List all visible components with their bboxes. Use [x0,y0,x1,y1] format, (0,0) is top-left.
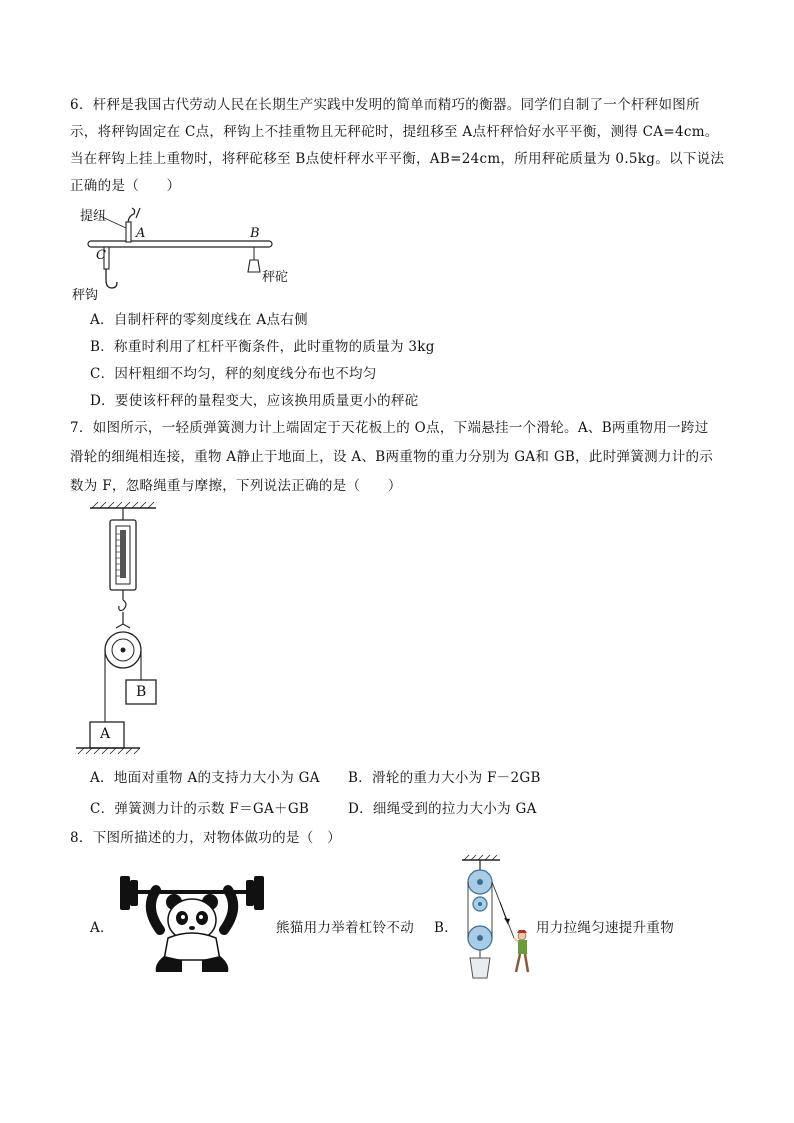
q7-line-3: 数为 F，忽略绳重与摩擦，下列说法正确的是（ ） [70,478,402,494]
pulley-lifting-illustration [456,852,536,992]
q8-option-b-caption: 用力拉绳匀速提升重物 [536,920,674,936]
q8-line-1: 8．下图所描述的力，对物体做功的是（ ） [70,830,342,846]
label-point-c: C [96,248,106,263]
q8-option-a-caption: 熊猫用力举着杠铃不动 [276,920,414,936]
q6-line-2: 示，将秤钩固定在 C点，秤钩上不挂重物且无秤砣时，提纽移至 A点杆秤恰好水平平衡，测得 CA=4cm。 [70,124,719,140]
label-chengtuo: 秤砣 [262,270,289,285]
q6-option-a[interactable]: A．自制杆秤的零刻度线在 A点右侧 [90,312,308,328]
q7-line-2: 滑轮的细绳相连接，重物 A静止于地面上，设 A、B两重物的重力分别为 GA和 GB，此时弹簧测力计的示 [70,449,714,465]
q7-option-a[interactable]: A．地面对重物 A的支持力大小为 GA [90,770,320,786]
q6-option-c[interactable]: C．因杆粗细不均匀，秤的刻度线分布也不均匀 [90,366,377,382]
q7-line-1: 7．如图所示，一轻质弹簧测力计上端固定于天花板上的 O点，下端悬挂一个滑轮。A、B两重物用一跨过 [70,420,709,436]
label-point-b: B [250,226,260,241]
label-chenggou: 秤钩 [72,288,99,303]
q8-option-b-letter[interactable]: B． [434,920,459,936]
label-point-a: A [136,226,146,241]
q6-line-3: 当在秤钩上挂上重物时，将秤砣移至 B点使杆秤水平平衡，AB=24cm，所用秤砣质量为 0.5kg。以下说法 [70,151,725,167]
q7-option-d[interactable]: D．细绳受到的拉力大小为 GA [348,801,537,817]
q7-option-c[interactable]: C．弹簧测力计的示数 F＝GA＋GB [90,801,310,817]
panda-barbell-illustration [112,868,272,978]
q8-option-a-letter[interactable]: A． [90,920,114,936]
block-a-label: A [100,726,111,742]
spring-balance-pulley-diagram [72,500,172,760]
q6-option-b[interactable]: B．称重时利用了杠杆平衡条件，此时重物的质量为 3kg [90,339,435,355]
q6-option-d[interactable]: D．要使该杆秤的量程变大，应该换用质量更小的秤砣 [90,393,419,409]
q7-option-b[interactable]: B．滑轮的重力大小为 F－2GB [348,770,541,786]
label-tiniu: 提纽 [80,209,107,224]
q6-line-4: 正确的是（ ） [70,178,181,194]
block-b-label: B [136,684,147,700]
q6-line-1: 6．杆秤是我国古代劳动人民在长期生产实践中发明的简单而精巧的衡器。同学们自制了一个杆秤如图所 [70,97,700,113]
